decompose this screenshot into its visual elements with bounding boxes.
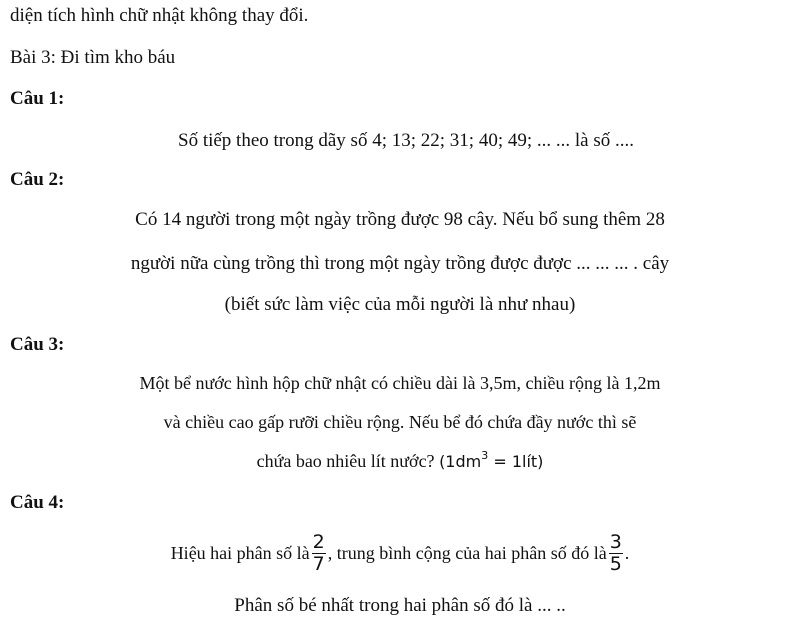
question-3-label: Câu 3: — [10, 334, 65, 355]
fraction-average — [609, 532, 623, 575]
question-4-line-1 — [0, 528, 800, 578]
volume-conversion-formula — [439, 449, 544, 471]
question-4-line-2: Phân số bé nhất trong hai phân số đó là ... .. — [234, 595, 566, 616]
intro-line: diện tích hình chữ nhật không thay đổi. — [10, 5, 309, 26]
fraction-1-numerator: 2 — [312, 530, 325, 553]
fraction-difference — [312, 532, 326, 575]
fraction-2-denominator: 5 — [609, 552, 622, 575]
question-4-text-b: , trung bình cộng của hai phân số đó là — [327, 543, 607, 563]
question-2-line-1: Có 14 người trong một ngày trồng được 98 cây. Nếu bổ sung thêm 28 — [135, 209, 665, 230]
question-1-text: Số tiếp theo trong dãy số 4; 13; 22; 31; 40; 49; ... ... là số .... — [178, 130, 634, 151]
question-4-label: Câu 4: — [10, 492, 65, 513]
question-2-line-2: người nữa cùng trồng thì trong một ngày trồng được được ... ... ... . cây — [130, 253, 670, 274]
question-4-text-a: Hiệu hai phân số là — [170, 543, 310, 563]
question-3-line-2: và chiều cao gấp rưỡi chiều rộng. Nếu bể đó chứa đầy nước thì sẽ — [163, 412, 637, 432]
fraction-2-numerator: 3 — [609, 530, 622, 553]
question-1-label: Câu 1: — [10, 88, 65, 109]
question-3-line-3-text: chứa bao nhiêu lít nước? — [256, 451, 435, 471]
formula-exponent: 3 — [481, 449, 489, 462]
question-4-text-c: . — [624, 543, 630, 563]
question-2-label: Câu 2: — [10, 169, 65, 190]
formula-base: (1dm — [439, 452, 482, 471]
formula-rest: = 1lít) — [488, 452, 544, 471]
question-2-line-3: (biết sức làm việc của mỗi người là như nhau) — [224, 294, 576, 315]
question-3-line-1: Một bể nước hình hộp chữ nhật có chiều dài là 3,5m, chiều rộng là 1,2m — [139, 373, 661, 393]
fraction-1-denominator: 7 — [312, 552, 325, 575]
section-title: Bài 3: Đi tìm kho báu — [10, 47, 176, 68]
question-3-line-3 — [0, 449, 800, 471]
